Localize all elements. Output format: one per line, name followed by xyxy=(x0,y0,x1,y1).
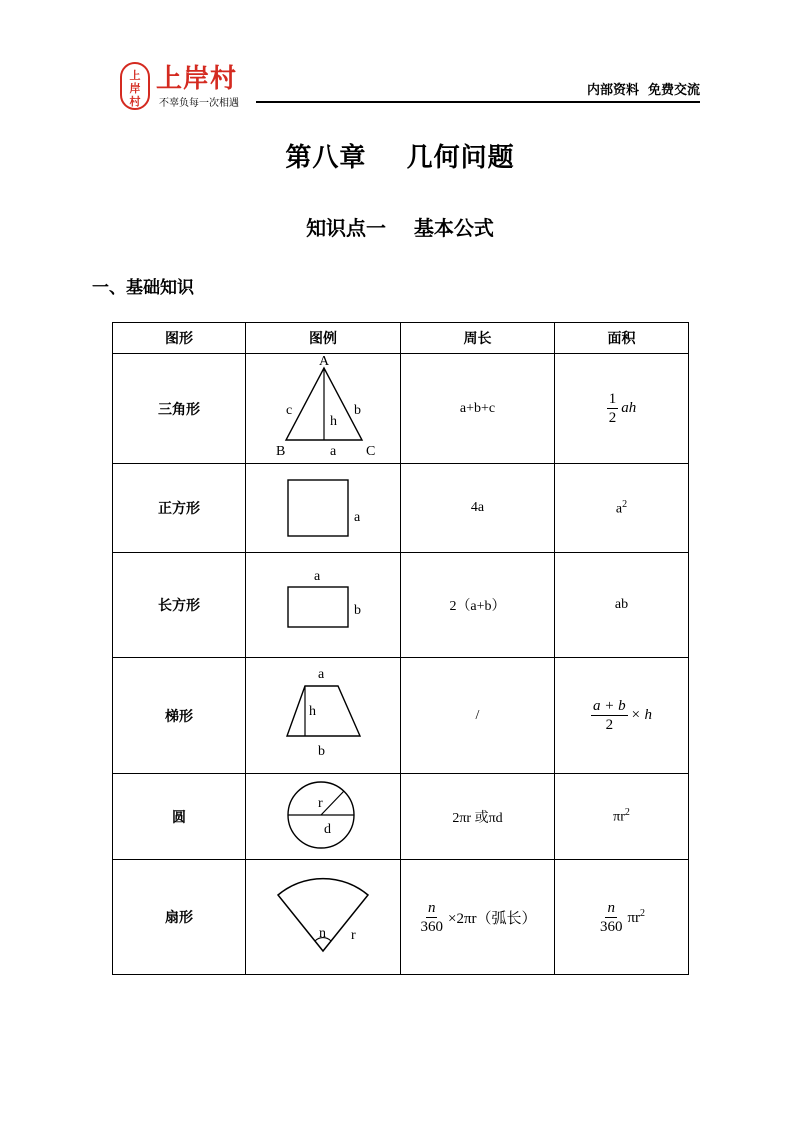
perimeter-value: 4a xyxy=(401,464,555,553)
page-header xyxy=(0,0,800,120)
table-row-circle xyxy=(113,774,689,860)
area-fraction xyxy=(607,390,619,427)
area-exponent: 2 xyxy=(640,907,646,919)
sector-diagram xyxy=(248,865,398,965)
area-expression xyxy=(607,390,637,427)
table-row-square xyxy=(113,464,689,553)
trapezoid-shape xyxy=(287,686,360,736)
area-value xyxy=(555,860,689,975)
label-r: r xyxy=(351,928,356,943)
rectangle-shape xyxy=(288,587,348,627)
perimeter-fraction xyxy=(418,899,445,936)
shape-name: 三角形 xyxy=(113,354,246,464)
label-a: a xyxy=(330,444,337,459)
shape-name: 长方形 xyxy=(113,553,246,658)
section-title: 知识点一 基本公式 xyxy=(306,216,494,240)
label-b: b xyxy=(354,403,361,418)
shape-name: 梯形 xyxy=(113,658,246,774)
header-area: 面积 xyxy=(555,323,689,354)
diagram-triangle xyxy=(246,354,401,464)
perimeter-expression xyxy=(418,899,536,936)
triangle-diagram xyxy=(248,354,398,459)
fraction-numerator: 1 xyxy=(608,391,617,407)
area-fraction xyxy=(591,697,628,734)
fraction-denominator: 360 xyxy=(599,918,623,935)
area-value xyxy=(555,658,689,774)
shape-name: 扇形 xyxy=(113,860,246,975)
table-row-triangle xyxy=(113,354,689,464)
fraction-denominator: 2 xyxy=(608,410,617,426)
header-divider xyxy=(256,101,700,103)
table-row-sector xyxy=(113,860,689,975)
area-expression xyxy=(598,899,645,936)
shape-name: 圆 xyxy=(113,774,246,860)
fraction-numerator: n xyxy=(607,899,615,916)
area-exponent: 2 xyxy=(624,807,630,819)
header-perimeter: 周长 xyxy=(401,323,555,354)
label-a: a xyxy=(318,666,325,682)
label-a: a xyxy=(314,569,321,584)
label-A: A xyxy=(318,354,330,369)
perimeter-value xyxy=(401,860,555,975)
fraction-denominator: 360 xyxy=(420,918,443,935)
label-n: n xyxy=(319,926,326,941)
area-value: ab xyxy=(555,553,689,658)
label-h: h xyxy=(330,414,337,429)
area-suffix: × h xyxy=(630,707,652,723)
formula-table xyxy=(112,322,689,975)
perimeter-value: 2（a+b） xyxy=(401,553,555,658)
area-value xyxy=(555,774,689,860)
label-B: B xyxy=(276,444,286,459)
brand-seal-logo xyxy=(120,62,150,110)
table-header-row xyxy=(113,323,689,354)
shape-name: 正方形 xyxy=(113,464,246,553)
square-shape xyxy=(288,480,348,536)
trapezoid-diagram xyxy=(248,664,398,764)
area-suffix: ah xyxy=(621,400,637,416)
header-diagram: 图例 xyxy=(246,323,401,354)
diagram-sector xyxy=(246,860,401,975)
diagram-rectangle xyxy=(246,553,401,658)
header-shape: 图形 xyxy=(113,323,246,354)
area-suffix: πr xyxy=(627,909,641,926)
label-a: a xyxy=(354,509,361,525)
area-fraction xyxy=(598,899,625,936)
area-base: a xyxy=(615,501,623,517)
diagram-square xyxy=(246,464,401,553)
label-C: C xyxy=(366,444,376,459)
header-note: 内部资料 免费交流 xyxy=(586,83,700,98)
brand-name: 上岸村 xyxy=(156,64,238,94)
fraction-numerator: a + b xyxy=(593,698,626,714)
diagram-trapezoid xyxy=(246,658,401,774)
circle-diagram xyxy=(248,775,398,855)
area-value xyxy=(555,464,689,553)
seal-glyphs xyxy=(122,64,148,108)
fraction-denominator: 2 xyxy=(605,717,614,733)
rectangle-diagram xyxy=(248,563,398,643)
diagram-circle xyxy=(246,774,401,860)
area-expression xyxy=(591,697,652,734)
subsection-title: 一、基础知识 xyxy=(92,278,194,298)
label-r: r xyxy=(318,795,323,811)
label-b: b xyxy=(354,603,361,618)
area-base: πr xyxy=(613,809,625,825)
fraction-numerator: n xyxy=(427,899,436,916)
seal-char-2: 岸 xyxy=(129,82,141,95)
perimeter-value: a+b+c xyxy=(401,354,555,464)
seal-char-1: 上 xyxy=(129,69,141,82)
area-value xyxy=(555,354,689,464)
label-d: d xyxy=(324,821,331,837)
label-b: b xyxy=(318,743,325,759)
circle-radius-line xyxy=(321,791,344,815)
chapter-title: 第八章 几何问题 xyxy=(285,143,515,173)
perimeter-value: 2πr 或πd xyxy=(401,774,555,860)
perimeter-suffix: ×2πr（弧长） xyxy=(447,910,537,927)
brand-slogan: 不辜负每一次相遇 xyxy=(159,98,239,109)
table-row-trapezoid xyxy=(113,658,689,774)
table-row-rectangle xyxy=(113,553,689,658)
seal-char-3: 村 xyxy=(129,95,141,108)
area-exponent: 2 xyxy=(622,498,628,510)
label-h: h xyxy=(309,703,316,719)
square-diagram xyxy=(248,469,398,544)
perimeter-value: / xyxy=(401,658,555,774)
label-c: c xyxy=(286,403,293,418)
